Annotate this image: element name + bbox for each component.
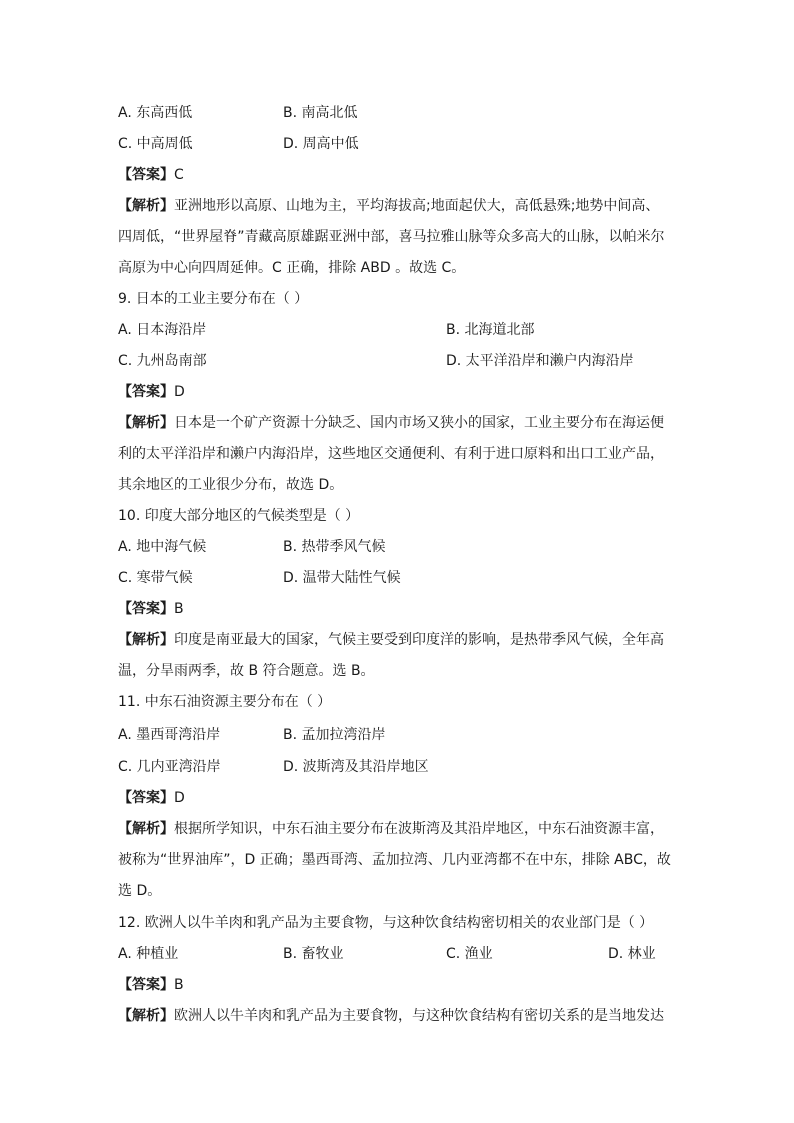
analysis-text: 根据所学知识，中东石油主要分布在波斯湾及其沿岸地区，中东石油资源丰富，	[174, 821, 664, 837]
answer-value: B	[174, 977, 184, 993]
analysis-text: 日本是一个矿产资源十分缺乏、国内市场又狭小的国家，工业主要分布在海运便	[174, 415, 664, 431]
q8-analysis-line-3: 高原为中心向四周延伸。C 正确，排除 ABD 。故选 C。	[118, 260, 466, 276]
analysis-text: 亚洲地形以高原、山地为主，平均海拔高;地面起伏大，高低悬殊;地势中间高、	[174, 198, 660, 214]
q12-option-d: D. 林业	[608, 946, 656, 962]
q9-option-c: C. 九州岛南部	[118, 353, 207, 369]
q11-analysis-line-3: 选 D。	[118, 883, 162, 899]
q10-option-d: D. 温带大陆性气候	[283, 570, 401, 586]
q8-answer	[118, 164, 184, 186]
analysis-label: 【解析】	[118, 198, 174, 214]
q11-option-b: B. 孟加拉湾沿岸	[283, 727, 386, 743]
q11-option-d: D. 波斯湾及其沿岸地区	[283, 759, 429, 775]
q10-question: 10. 印度大部分地区的气候类型是（ ）	[118, 508, 360, 524]
answer-label: 【答案】	[118, 601, 174, 617]
answer-label: 【答案】	[118, 167, 174, 183]
q9-analysis-line-2: 利的太平洋沿岸和濑户内海沿岸，这些地区交通便利、有利于进口原料和出口工业产品，	[118, 446, 664, 462]
q11-option-a: A. 墨西哥湾沿岸	[118, 727, 221, 743]
q9-analysis-line-1	[118, 412, 664, 434]
q10-analysis-line-2: 温，分旱雨两季，故 B 符合题意。选 B。	[118, 663, 375, 679]
q10-answer	[118, 598, 184, 620]
answer-value: D	[174, 384, 185, 400]
q10-option-c: C. 寒带气候	[118, 570, 193, 586]
analysis-text: 印度是南亚最大的国家，气候主要受到印度洋的影响，是热带季风气候，全年高	[174, 632, 664, 648]
answer-label: 【答案】	[118, 384, 174, 400]
analysis-label: 【解析】	[118, 632, 174, 648]
q12-option-a: A. 种植业	[118, 946, 179, 962]
q10-analysis-line-1	[118, 629, 664, 651]
answer-label: 【答案】	[118, 977, 174, 993]
analysis-label: 【解析】	[118, 415, 174, 431]
q8-option-b: B. 南高北低	[283, 105, 358, 121]
q8-option-a: A. 东高西低	[118, 105, 193, 121]
q12-analysis-line-1	[118, 1005, 664, 1027]
q8-analysis-line-2: 四周低，“世界屋脊”青藏高原雄踞亚洲中部，喜马拉雅山脉等众多高大的山脉，以帕米尔	[118, 229, 665, 245]
answer-value: D	[174, 790, 185, 806]
analysis-text: 欧洲人以牛羊肉和乳产品为主要食物，与这种饮食结构有密切关系的是当地发达	[174, 1008, 664, 1024]
answer-label: 【答案】	[118, 790, 174, 806]
q11-answer	[118, 787, 185, 809]
q12-option-c: C. 渔业	[446, 946, 493, 962]
q9-answer	[118, 381, 185, 403]
q12-question: 12. 欧洲人以牛羊肉和乳产品为主要食物，与这种饮食结构密切相关的农业部门是（ ）	[118, 915, 654, 931]
q9-question: 9. 日本的工业主要分布在（ ）	[118, 291, 309, 307]
q10-option-a: A. 地中海气候	[118, 539, 207, 555]
q12-option-b: B. 畜牧业	[283, 946, 344, 962]
q9-option-b: B. 北海道北部	[446, 322, 535, 338]
q8-option-d: D. 周高中低	[283, 136, 359, 152]
answer-value: B	[174, 601, 184, 617]
q9-analysis-line-3: 其余地区的工业很少分布，故选 D。	[118, 477, 344, 493]
q11-analysis-line-2: 被称为“世界油库”，D 正确；墨西哥湾、孟加拉湾、几内亚湾都不在中东，排除 ABC，故	[118, 852, 671, 868]
q12-answer	[118, 974, 184, 996]
q8-analysis-line-1	[118, 195, 659, 217]
q11-analysis-line-1	[118, 818, 664, 840]
q8-option-c: C. 中高周低	[118, 136, 193, 152]
analysis-label: 【解析】	[118, 821, 174, 837]
q9-option-a: A. 日本海沿岸	[118, 322, 207, 338]
q11-question: 11. 中东石油资源主要分布在（ ）	[118, 694, 332, 710]
q10-option-b: B. 热带季风气候	[283, 539, 386, 555]
q11-option-c: C. 几内亚湾沿岸	[118, 759, 221, 775]
q9-option-d: D. 太平洋沿岸和濑户内海沿岸	[446, 353, 634, 369]
answer-value: C	[174, 167, 184, 183]
analysis-label: 【解析】	[118, 1008, 174, 1024]
